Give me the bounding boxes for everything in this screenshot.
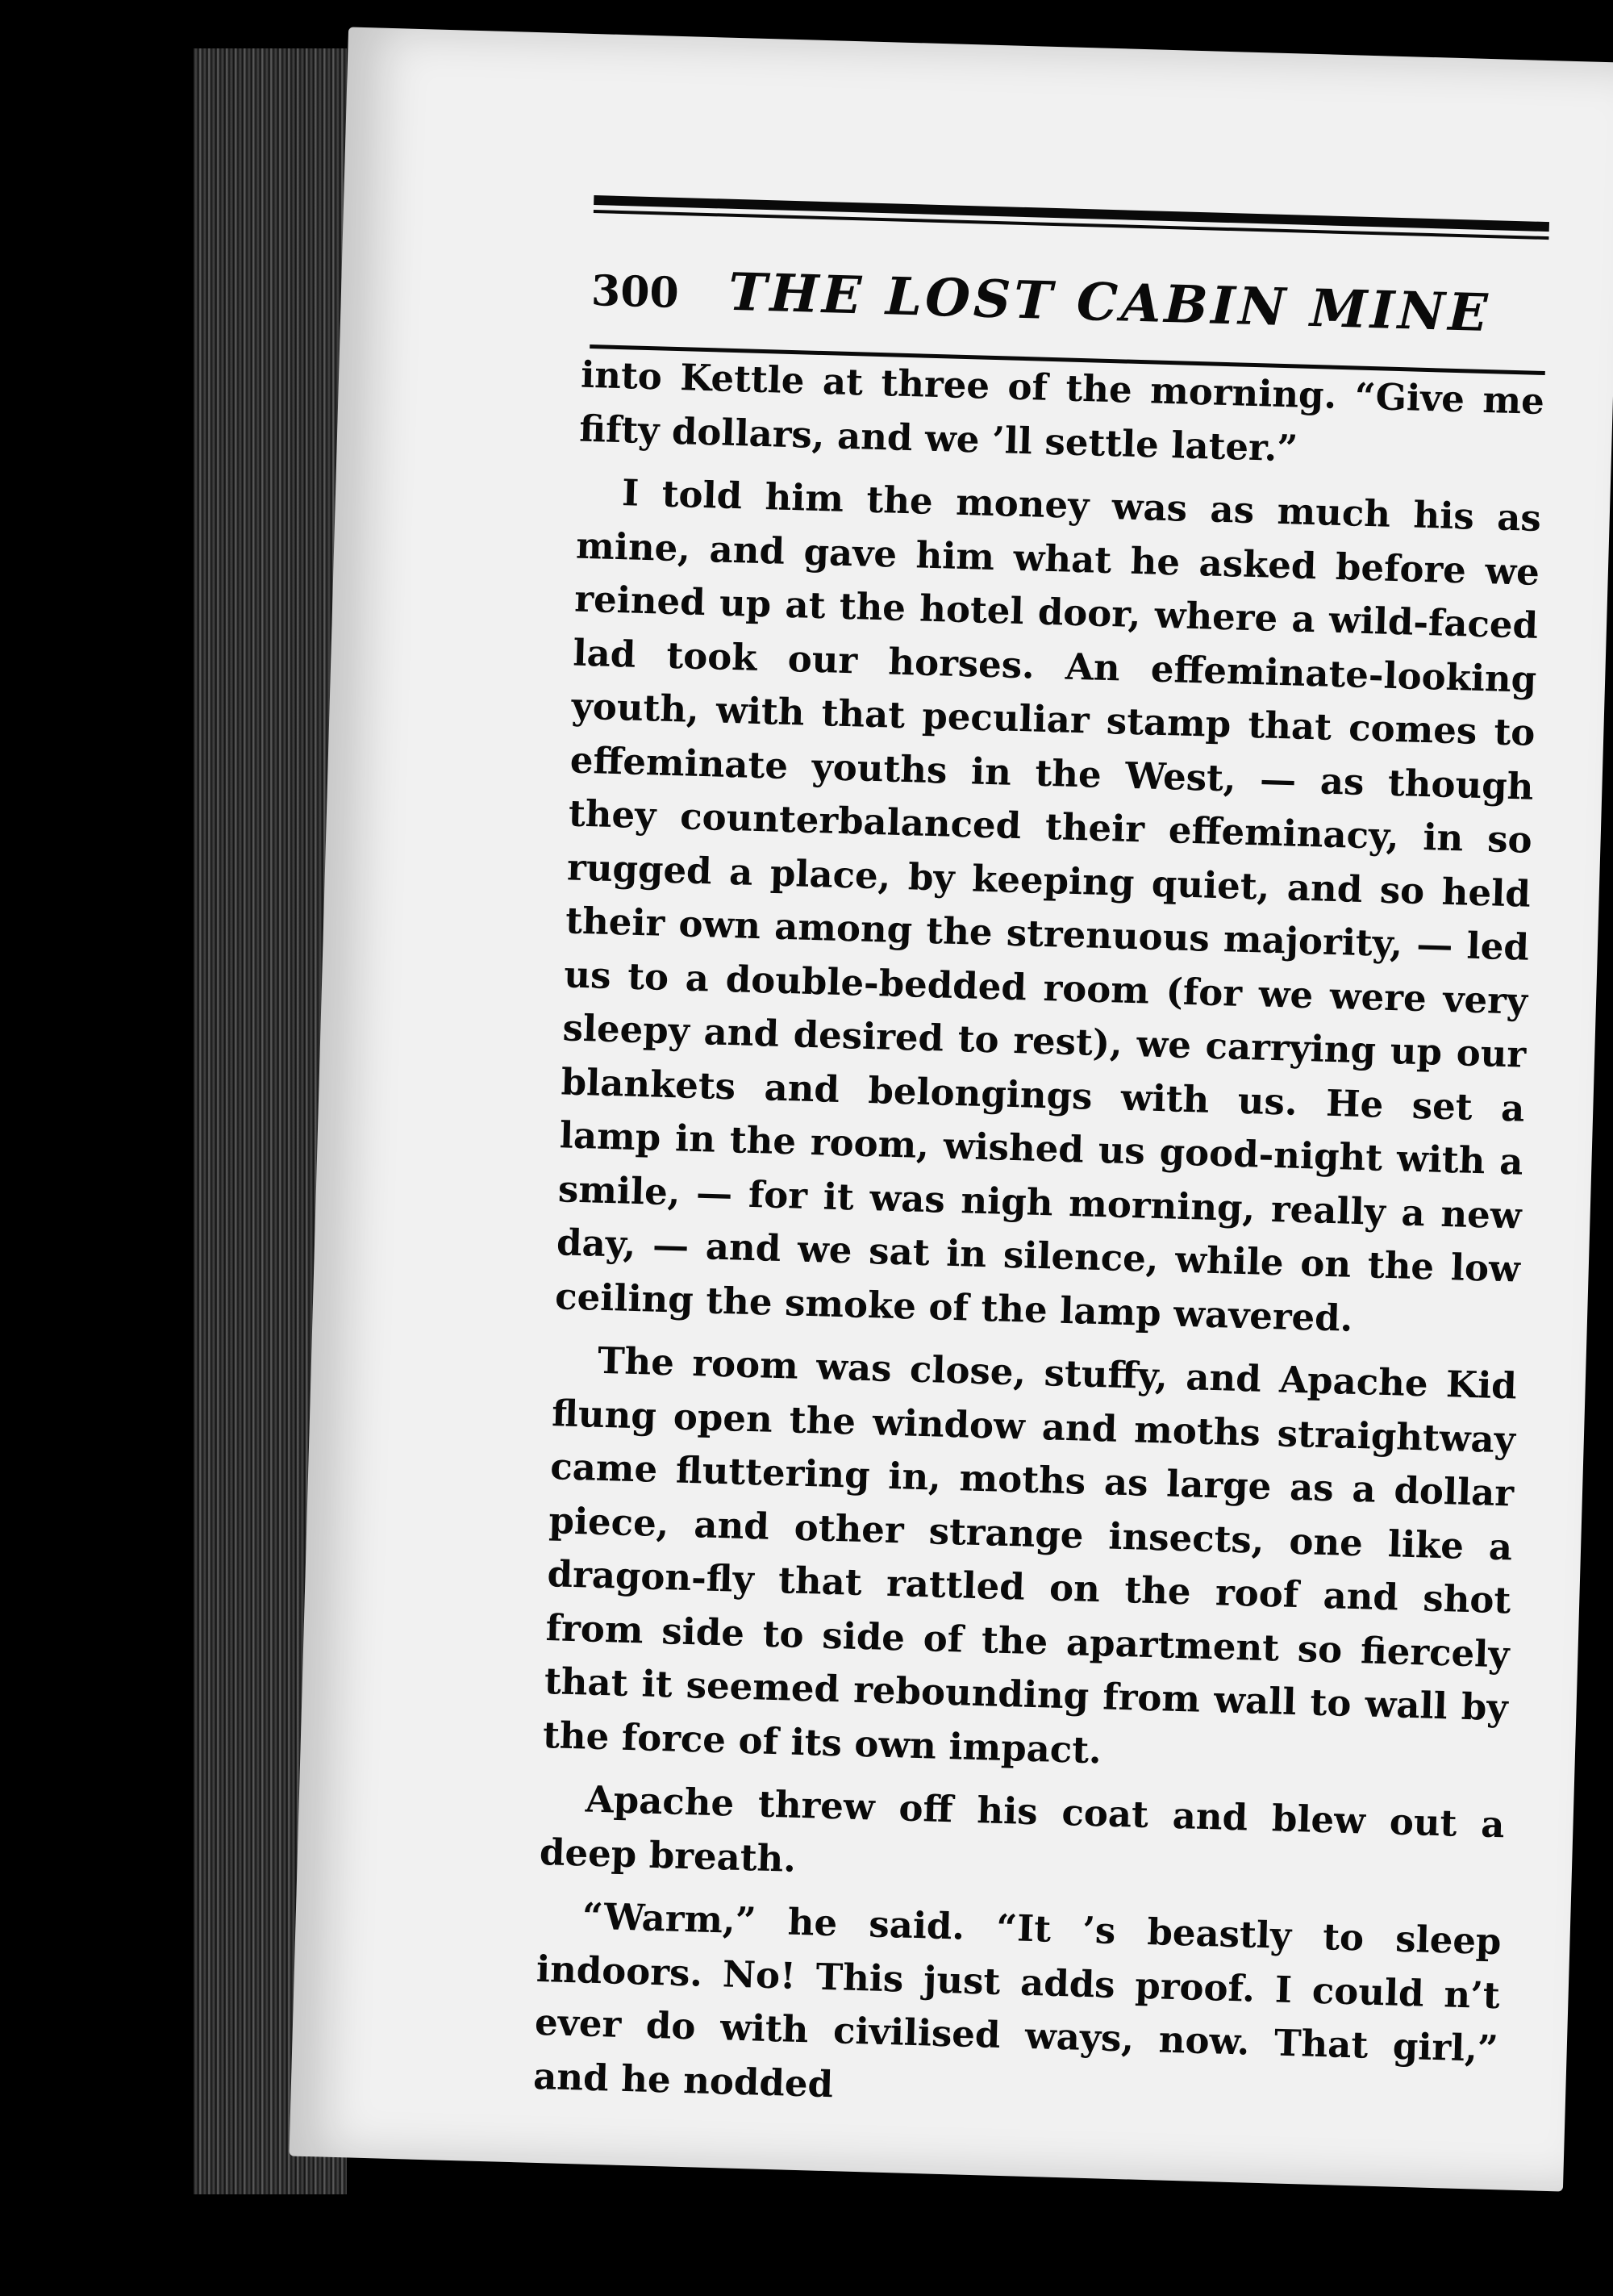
page-sheet (289, 27, 1613, 2191)
running-title: THE LOST CABIN MINE (727, 261, 1492, 344)
paragraph: “Warm,” he said. “It ’s beastly to sleep indoors. No! This just adds proof. I could n’t ever do with civilised ways, now. That girl,” and he nodded (532, 1894, 1503, 2106)
page-number: 300 (590, 265, 680, 319)
paragraph: into Kettle at three of the morning. “Give me fifty dollars, and we ’ll settle later.” (578, 353, 1545, 470)
body-text (532, 349, 1544, 2131)
paragraph: The room was close, stuffy, and Apache Kid flung open the window and moths straightway came fluttering in, moths as large as a dollar piece, and other strange insects, one like a dragon-fly that rattled on the roof and shot from side to side of the apartment so fiercely that it seemed rebounding from wall to wall by the force of its own impact. (542, 1338, 1518, 1772)
paragraph: I told him the money was as much his as mine, and gave him what he asked before we reined up at the hotel door, where a wild-faced lad took our horses. An effeminate-looking youth, with that peculiar stamp that comes to effeminate youths in the West, — as though they counterbalanced their effeminacy, in so rugged a place, by keeping quiet, and so held their own among the strenuous majority, — led us to a double-bedded room (for we were very sleepy and desired to rest), we carrying up our blankets and belongings with us. He set a lamp in the room, wished us good-night with a smile, — for it was nigh morning, really a new day, — and we sat in silence, while on the low ceiling the smoke of the lamp wavered. (554, 471, 1542, 1340)
paragraph: Apache threw off his coat and blew out a deep breath. (539, 1777, 1506, 1881)
